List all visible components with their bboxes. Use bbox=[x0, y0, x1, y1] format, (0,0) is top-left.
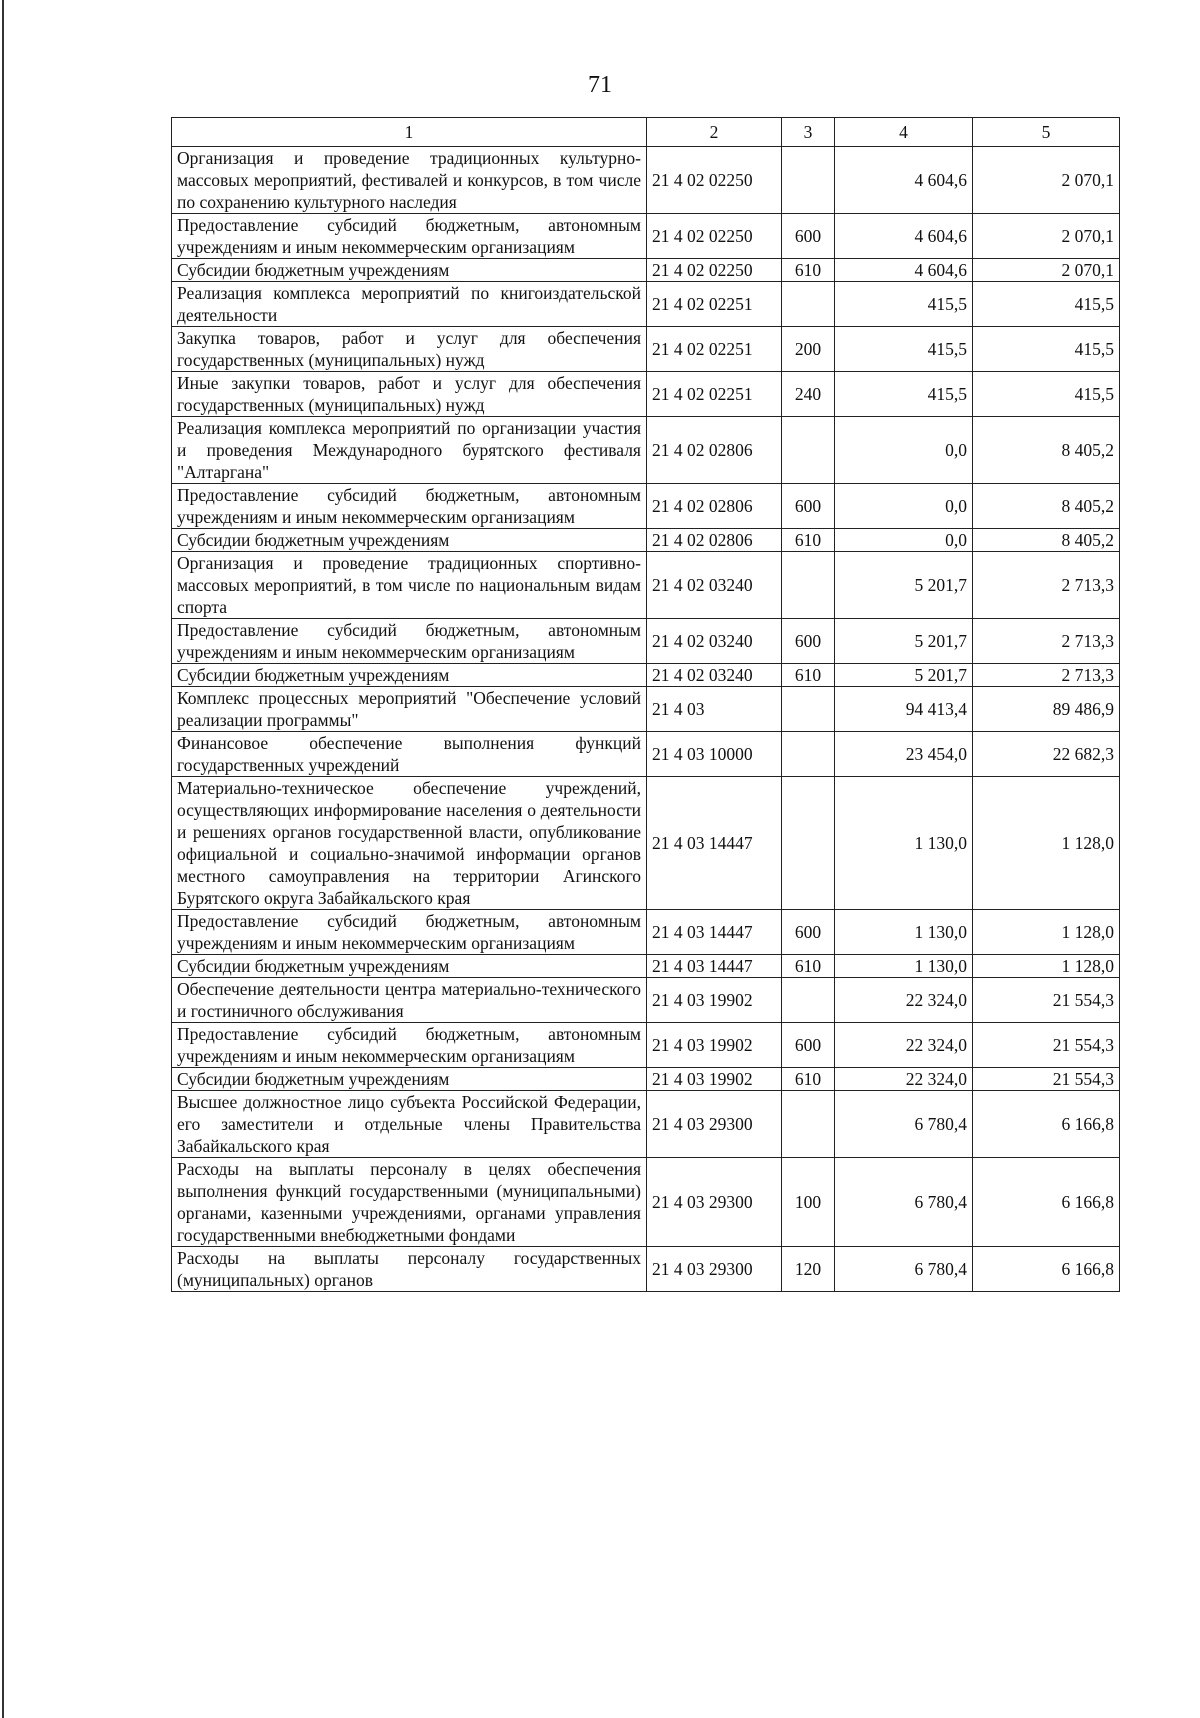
row-description: Предоставление субсидий бюджетным, автономным учреждениям и иным некоммерческим организациям bbox=[172, 619, 647, 664]
table-row bbox=[172, 955, 1120, 978]
row-target-code: 21 4 03 bbox=[647, 687, 782, 732]
row-target-code: 21 4 03 14447 bbox=[647, 777, 782, 910]
row-amount-col4: 6 780,4 bbox=[835, 1091, 973, 1158]
row-description: Материально-техническое обеспечение учреждений, осуществляющих информирование населения о деятельности и решениях органов государственной власти, опубликование официальной и социально-значимой информации органов местного самоуправления на территории Агинского Бурятского округа Забайкальского края bbox=[172, 777, 647, 910]
row-expense-type bbox=[782, 552, 835, 619]
row-target-code: 21 4 02 02806 bbox=[647, 484, 782, 529]
row-expense-type: 240 bbox=[782, 372, 835, 417]
row-description: Организация и проведение традиционных спортивно-массовых мероприятий, в том числе по национальным видам спорта bbox=[172, 552, 647, 619]
row-description: Субсидии бюджетным учреждениям bbox=[172, 1068, 647, 1091]
row-expense-type bbox=[782, 978, 835, 1023]
row-description: Комплекс процессных мероприятий "Обеспечение условий реализации программы" bbox=[172, 687, 647, 732]
row-description: Финансовое обеспечение выполнения функций государственных учреждений bbox=[172, 732, 647, 777]
row-expense-type: 610 bbox=[782, 529, 835, 552]
table-row bbox=[172, 732, 1120, 777]
row-amount-col5: 22 682,3 bbox=[973, 732, 1120, 777]
table-row bbox=[172, 372, 1120, 417]
row-target-code: 21 4 02 02251 bbox=[647, 372, 782, 417]
row-amount-col5: 6 166,8 bbox=[973, 1091, 1120, 1158]
row-expense-type bbox=[782, 417, 835, 484]
column-header-5: 5 bbox=[973, 118, 1120, 147]
row-expense-type: 600 bbox=[782, 910, 835, 955]
row-amount-col4: 5 201,7 bbox=[835, 664, 973, 687]
row-target-code: 21 4 02 03240 bbox=[647, 664, 782, 687]
row-amount-col5: 8 405,2 bbox=[973, 529, 1120, 552]
table-row bbox=[172, 1023, 1120, 1068]
row-amount-col5: 6 166,8 bbox=[973, 1247, 1120, 1292]
row-expense-type: 600 bbox=[782, 619, 835, 664]
row-description: Предоставление субсидий бюджетным, автономным учреждениям и иным некоммерческим организациям bbox=[172, 1023, 647, 1068]
row-amount-col5: 2 070,1 bbox=[973, 214, 1120, 259]
row-target-code: 21 4 02 02251 bbox=[647, 327, 782, 372]
table-row bbox=[172, 619, 1120, 664]
row-description: Субсидии бюджетным учреждениям bbox=[172, 259, 647, 282]
row-amount-col5: 8 405,2 bbox=[973, 484, 1120, 529]
row-description: Реализация комплекса мероприятий по организации участия и проведения Международного бурятского фестиваля "Алтаргана" bbox=[172, 417, 647, 484]
table-row bbox=[172, 664, 1120, 687]
table-row bbox=[172, 1247, 1120, 1292]
row-amount-col5: 2 070,1 bbox=[973, 259, 1120, 282]
row-expense-type: 600 bbox=[782, 1023, 835, 1068]
row-amount-col4: 0,0 bbox=[835, 417, 973, 484]
table-row bbox=[172, 687, 1120, 732]
row-expense-type bbox=[782, 687, 835, 732]
table-row bbox=[172, 484, 1120, 529]
column-header-1: 1 bbox=[172, 118, 647, 147]
row-expense-type bbox=[782, 147, 835, 214]
table-header-row bbox=[172, 118, 1120, 147]
row-amount-col5: 2 713,3 bbox=[973, 619, 1120, 664]
row-amount-col5: 2 070,1 bbox=[973, 147, 1120, 214]
row-amount-col5: 415,5 bbox=[973, 372, 1120, 417]
row-amount-col5: 21 554,3 bbox=[973, 1023, 1120, 1068]
row-target-code: 21 4 03 19902 bbox=[647, 1023, 782, 1068]
row-amount-col4: 23 454,0 bbox=[835, 732, 973, 777]
row-amount-col4: 22 324,0 bbox=[835, 978, 973, 1023]
row-amount-col5: 89 486,9 bbox=[973, 687, 1120, 732]
column-header-4: 4 bbox=[835, 118, 973, 147]
row-description: Субсидии бюджетным учреждениям bbox=[172, 664, 647, 687]
row-description: Высшее должностное лицо субъекта Российской Федерации, его заместители и отдельные члены Правительства Забайкальского края bbox=[172, 1091, 647, 1158]
row-expense-type bbox=[782, 732, 835, 777]
row-amount-col4: 94 413,4 bbox=[835, 687, 973, 732]
row-amount-col4: 1 130,0 bbox=[835, 777, 973, 910]
row-amount-col5: 415,5 bbox=[973, 282, 1120, 327]
row-amount-col4: 1 130,0 bbox=[835, 955, 973, 978]
row-amount-col5: 8 405,2 bbox=[973, 417, 1120, 484]
row-expense-type bbox=[782, 1091, 835, 1158]
table-row bbox=[172, 1068, 1120, 1091]
row-description: Предоставление субсидий бюджетным, автономным учреждениям и иным некоммерческим организациям bbox=[172, 214, 647, 259]
row-target-code: 21 4 02 02806 bbox=[647, 417, 782, 484]
column-header-3: 3 bbox=[782, 118, 835, 147]
row-target-code: 21 4 02 02251 bbox=[647, 282, 782, 327]
row-expense-type: 610 bbox=[782, 1068, 835, 1091]
row-expense-type: 600 bbox=[782, 214, 835, 259]
row-description: Обеспечение деятельности центра материально-технического и гостиничного обслуживания bbox=[172, 978, 647, 1023]
row-target-code: 21 4 03 19902 bbox=[647, 978, 782, 1023]
row-expense-type bbox=[782, 282, 835, 327]
row-amount-col5: 415,5 bbox=[973, 327, 1120, 372]
row-amount-col4: 22 324,0 bbox=[835, 1068, 973, 1091]
row-expense-type: 610 bbox=[782, 259, 835, 282]
row-expense-type: 200 bbox=[782, 327, 835, 372]
row-target-code: 21 4 02 02806 bbox=[647, 529, 782, 552]
row-amount-col4: 4 604,6 bbox=[835, 214, 973, 259]
scan-edge-line bbox=[2, 0, 4, 1718]
row-expense-type: 100 bbox=[782, 1158, 835, 1247]
row-amount-col5: 1 128,0 bbox=[973, 955, 1120, 978]
budget-table bbox=[171, 117, 1120, 1292]
row-target-code: 21 4 03 29300 bbox=[647, 1158, 782, 1247]
row-description: Субсидии бюджетным учреждениям bbox=[172, 955, 647, 978]
row-target-code: 21 4 03 14447 bbox=[647, 955, 782, 978]
table-row bbox=[172, 978, 1120, 1023]
table-row bbox=[172, 529, 1120, 552]
row-amount-col5: 6 166,8 bbox=[973, 1158, 1120, 1247]
row-target-code: 21 4 03 29300 bbox=[647, 1247, 782, 1292]
row-target-code: 21 4 02 03240 bbox=[647, 619, 782, 664]
table-row bbox=[172, 910, 1120, 955]
table-row bbox=[172, 1158, 1120, 1247]
table-row bbox=[172, 552, 1120, 619]
row-target-code: 21 4 02 03240 bbox=[647, 552, 782, 619]
table-row bbox=[172, 214, 1120, 259]
row-description: Иные закупки товаров, работ и услуг для обеспечения государственных (муниципальных) нужд bbox=[172, 372, 647, 417]
row-amount-col4: 415,5 bbox=[835, 282, 973, 327]
row-target-code: 21 4 02 02250 bbox=[647, 214, 782, 259]
row-expense-type bbox=[782, 777, 835, 910]
row-description: Предоставление субсидий бюджетным, автономным учреждениям и иным некоммерческим организациям bbox=[172, 910, 647, 955]
row-amount-col4: 0,0 bbox=[835, 529, 973, 552]
table-row bbox=[172, 417, 1120, 484]
row-target-code: 21 4 03 29300 bbox=[647, 1091, 782, 1158]
row-target-code: 21 4 03 19902 bbox=[647, 1068, 782, 1091]
row-target-code: 21 4 02 02250 bbox=[647, 259, 782, 282]
table-row bbox=[172, 777, 1120, 910]
row-description: Закупка товаров, работ и услуг для обеспечения государственных (муниципальных) нужд bbox=[172, 327, 647, 372]
row-expense-type: 610 bbox=[782, 955, 835, 978]
row-description: Расходы на выплаты персоналу в целях обеспечения выполнения функций государственными (муниципальными) органами, казенными учреждениями, органами управления государственными внебюджетными фондами bbox=[172, 1158, 647, 1247]
row-amount-col4: 415,5 bbox=[835, 372, 973, 417]
row-description: Организация и проведение традиционных культурно-массовых мероприятий, фестивалей и конкурсов, в том числе по сохранению культурного наследия bbox=[172, 147, 647, 214]
table-row bbox=[172, 327, 1120, 372]
row-amount-col4: 0,0 bbox=[835, 484, 973, 529]
row-amount-col4: 22 324,0 bbox=[835, 1023, 973, 1068]
row-amount-col5: 21 554,3 bbox=[973, 978, 1120, 1023]
column-header-2: 2 bbox=[647, 118, 782, 147]
row-amount-col5: 1 128,0 bbox=[973, 910, 1120, 955]
row-target-code: 21 4 03 10000 bbox=[647, 732, 782, 777]
table-row bbox=[172, 259, 1120, 282]
row-description: Реализация комплекса мероприятий по книгоиздательской деятельности bbox=[172, 282, 647, 327]
row-amount-col4: 4 604,6 bbox=[835, 147, 973, 214]
row-target-code: 21 4 03 14447 bbox=[647, 910, 782, 955]
table-row bbox=[172, 147, 1120, 214]
row-description: Расходы на выплаты персоналу государственных (муниципальных) органов bbox=[172, 1247, 647, 1292]
row-amount-col4: 6 780,4 bbox=[835, 1247, 973, 1292]
row-amount-col4: 1 130,0 bbox=[835, 910, 973, 955]
row-description: Субсидии бюджетным учреждениям bbox=[172, 529, 647, 552]
row-amount-col5: 21 554,3 bbox=[973, 1068, 1120, 1091]
row-amount-col4: 415,5 bbox=[835, 327, 973, 372]
row-target-code: 21 4 02 02250 bbox=[647, 147, 782, 214]
row-expense-type: 120 bbox=[782, 1247, 835, 1292]
row-amount-col4: 4 604,6 bbox=[835, 259, 973, 282]
row-expense-type: 600 bbox=[782, 484, 835, 529]
page-number: 71 bbox=[588, 72, 612, 98]
row-expense-type: 610 bbox=[782, 664, 835, 687]
row-amount-col5: 2 713,3 bbox=[973, 552, 1120, 619]
row-amount-col5: 2 713,3 bbox=[973, 664, 1120, 687]
row-amount-col4: 5 201,7 bbox=[835, 619, 973, 664]
table-row bbox=[172, 1091, 1120, 1158]
row-amount-col5: 1 128,0 bbox=[973, 777, 1120, 910]
row-amount-col4: 5 201,7 bbox=[835, 552, 973, 619]
table-row bbox=[172, 282, 1120, 327]
row-amount-col4: 6 780,4 bbox=[835, 1158, 973, 1247]
row-description: Предоставление субсидий бюджетным, автономным учреждениям и иным некоммерческим организациям bbox=[172, 484, 647, 529]
